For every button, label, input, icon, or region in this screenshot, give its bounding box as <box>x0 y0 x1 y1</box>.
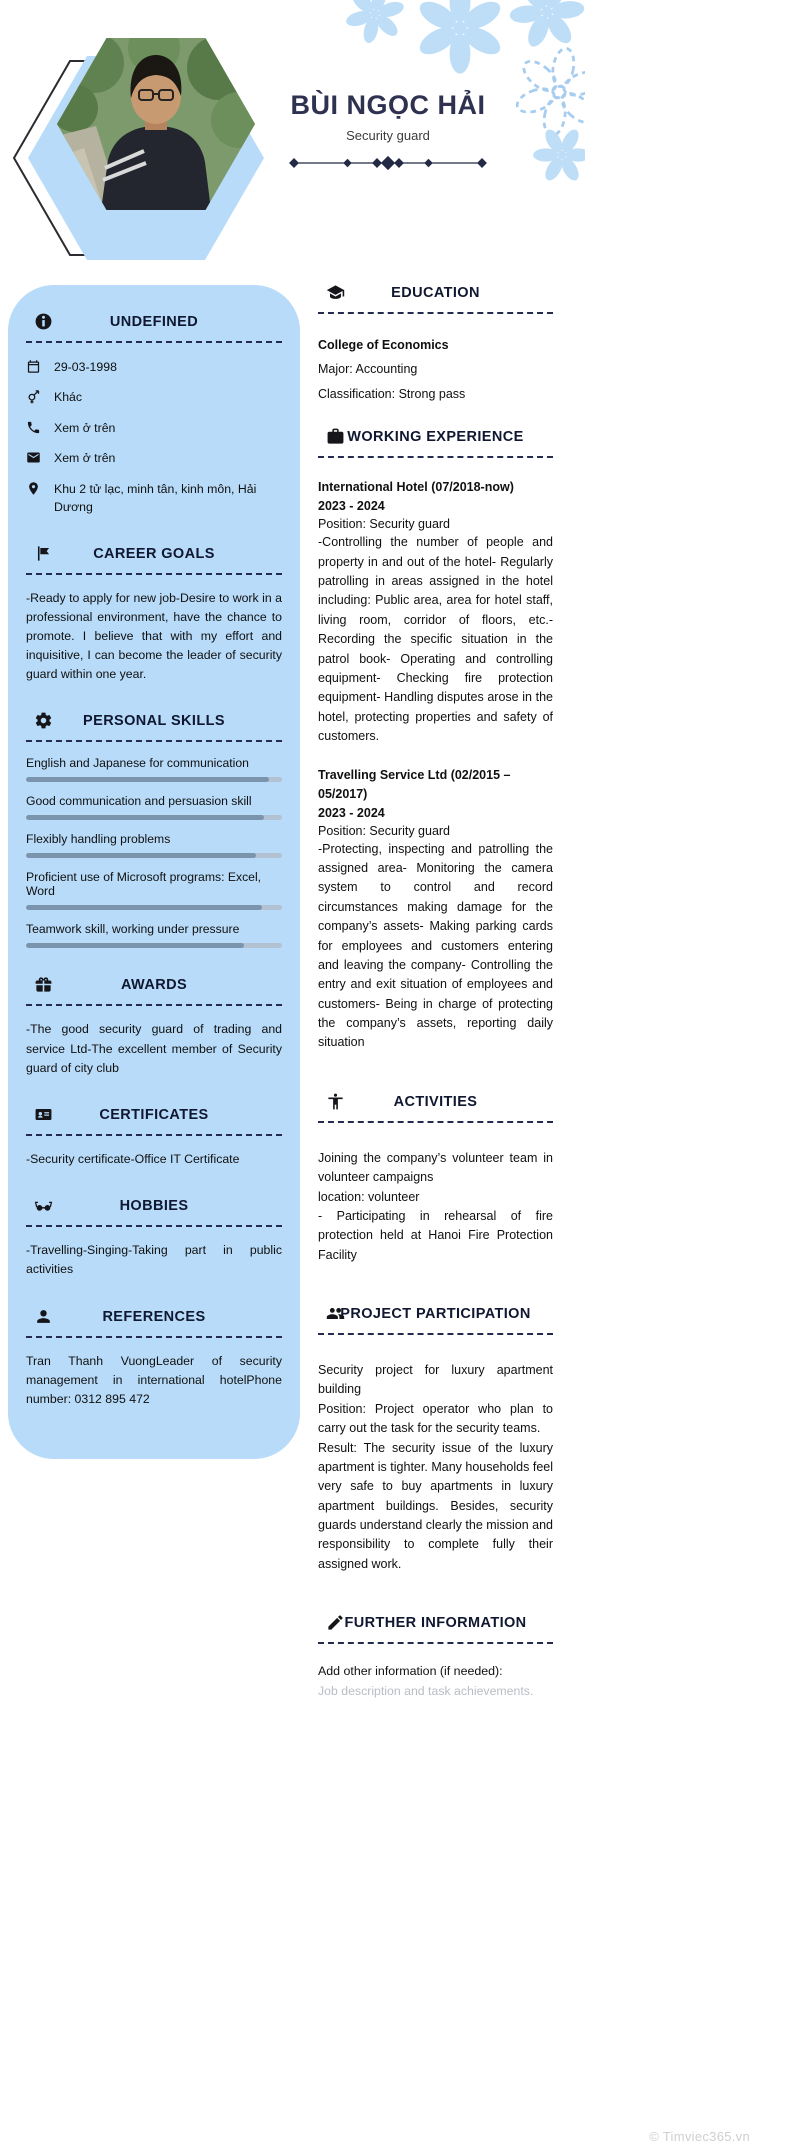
section-heading-hobbies <box>26 1197 282 1227</box>
section-heading-profile <box>26 313 282 343</box>
job-position: Position: Security guard <box>318 823 451 838</box>
person-icon <box>34 1307 53 1326</box>
section-title: PROJECT PARTICIPATION <box>340 1306 531 1322</box>
section-awards <box>26 976 282 1078</box>
job-entry <box>318 766 553 1052</box>
sidebar <box>8 285 300 1459</box>
skill-bar <box>26 777 282 782</box>
info-row-birthday <box>26 358 282 376</box>
skill-bar <box>26 853 282 858</box>
section-heading-references <box>26 1308 282 1338</box>
skill-label: English and Japanese for communication <box>26 756 249 771</box>
section-heading-career-goals <box>26 545 282 575</box>
info-row-address <box>26 480 282 517</box>
section-heading-activities <box>318 1093 553 1123</box>
section-title: REFERENCES <box>102 1308 206 1325</box>
section-title: CAREER GOALS <box>93 545 215 562</box>
skill-item <box>26 832 282 858</box>
education-classification: Classification: Strong pass <box>318 386 466 401</box>
career-goals-text: -Ready to apply for new job-Desire to work in a professional environment, have the chance to promote. I believe that with my effort and inquisitive, I can become the leader of security guard within one year. <box>26 590 282 682</box>
awards-text: -The good security guard of trading and service Ltd-The excellent member of Security guard of city club <box>26 1022 282 1075</box>
job-position: Position: Security guard <box>318 517 451 532</box>
skill-label: Proficient use of Microsoft programs: Excel, Word <box>26 870 262 899</box>
decorative-divider <box>233 155 543 176</box>
section-working-experience <box>318 428 553 1053</box>
section-references <box>26 1308 282 1410</box>
education-school: College of Economics <box>318 338 449 352</box>
further-info-label: Add other information (if needed): <box>318 1664 503 1679</box>
project-line: Position: Project operator who plan to carry out the task for the security teams. <box>318 1401 553 1436</box>
references-text: Tran Thanh VuongLeader of security management in international hotelPhone number: 0312 895 472 <box>26 1353 282 1406</box>
section-hobbies <box>26 1197 282 1279</box>
phone-icon <box>26 420 41 435</box>
skill-bar <box>26 943 282 948</box>
skill-bar <box>26 905 282 910</box>
section-title: HOBBIES <box>119 1198 189 1215</box>
email-icon <box>26 450 41 465</box>
info-text: Xem ở trên <box>54 451 116 466</box>
section-project-participation <box>318 1305 553 1574</box>
job-title: International Hotel (07/2018-now) <box>318 480 514 495</box>
section-title: CERTIFICATES <box>99 1107 209 1123</box>
section-heading-education <box>318 284 553 314</box>
skill-bar-fill <box>26 943 244 948</box>
job-period: 2023 - 2024 <box>318 499 385 514</box>
section-title: EDUCATION <box>391 285 480 301</box>
section-title: ACTIVITIES <box>393 1093 478 1110</box>
section-further-information <box>318 1614 553 1700</box>
job-description: -Controlling the number of people and property in and out of the hotel- Regularly patrolling in areas assigned in the hotel including: Public area, area for hotel staff, living room, corridor of floors, etc.- Recording the specific situation in the patrol book- Operating and controlling equipment- Checking fire protection equipment- Handling disputes arose in the hotel, protecting properties and safety of customers. <box>318 535 553 743</box>
info-row-phone <box>26 419 282 437</box>
certificates-text: -Security certificate-Office IT Certificate <box>26 1152 240 1166</box>
section-title: PERSONAL SKILLS <box>83 713 225 730</box>
skill-bar-fill <box>26 777 269 782</box>
section-heading-awards <box>26 976 282 1006</box>
candidate-name: BÙI NGỌC HẢI <box>290 90 486 120</box>
skill-label: Teamwork skill, working under pressure <box>26 922 240 937</box>
skill-bar-fill <box>26 905 262 910</box>
section-title: FURTHER INFORMATION <box>344 1615 527 1632</box>
section-heading-certificates <box>26 1106 282 1136</box>
candidate-job-title: Security guard <box>346 128 430 143</box>
section-heading-working-experience <box>318 428 553 458</box>
section-title: WORKING EXPERIENCE <box>347 429 524 446</box>
section-heading-project-participation <box>318 1305 553 1335</box>
section-certificates <box>26 1106 282 1169</box>
hobbies-text: -Travelling-Singing-Taking part in public activities <box>26 1243 282 1277</box>
activities-line: - Participating in rehearsal of fire protection held at Hanoi Fire Protection Facility <box>318 1208 553 1262</box>
section-activities <box>318 1093 553 1265</box>
info-row-email <box>26 449 282 467</box>
skill-item <box>26 922 282 948</box>
gender-icon <box>26 389 41 404</box>
gears-icon <box>34 711 53 730</box>
skill-bar <box>26 815 282 820</box>
info-text: Khu 2 tử lạc, minh tân, kinh môn, Hải Dương <box>54 481 257 515</box>
id-card-icon <box>34 1105 53 1124</box>
pen-icon <box>326 1613 345 1632</box>
section-title: AWARDS <box>120 977 188 994</box>
job-title: Travelling Service Ltd (02/2015 – 05/2017) <box>318 768 511 801</box>
skill-item <box>26 756 282 782</box>
project-line: Result: The security issue of the luxury apartment is tighter. Many households feel very safe to buy apartments in luxury apartment buildings. Besides, security guards understand clearly the mission and responsibility to complete fully their assigned work. <box>318 1440 553 1571</box>
skill-label: Good communication and persuasion skill <box>26 794 252 809</box>
job-description: -Protecting, inspecting and patrolling the assigned area- Monitoring the camera system to control and record circumstances making damage for the company’s assets- Making parking cards for employees and customers entering and leaving the company- Controlling the entry and exit situation of employees and customers- Being in charge of protecting the company’s assets, reporting daily situation <box>318 841 553 1050</box>
info-icon <box>34 312 53 331</box>
activities-line: location: volunteer <box>318 1189 420 1204</box>
skill-label: Flexibly handling problems <box>26 832 171 847</box>
section-title: UNDEFINED <box>109 314 199 330</box>
info-text: Khác <box>54 390 83 405</box>
glasses-icon <box>34 1196 53 1215</box>
section-personal-skills <box>26 712 282 948</box>
info-row-gender <box>26 388 282 406</box>
education-major: Major: Accounting <box>318 362 418 377</box>
skill-item <box>26 870 282 910</box>
section-profile <box>26 313 282 517</box>
skill-bar-fill <box>26 853 256 858</box>
skill-item <box>26 794 282 820</box>
graduation-cap-icon <box>326 283 345 302</box>
site-watermark: © Timviec365.vn <box>649 2129 750 2144</box>
job-period: 2023 - 2024 <box>318 805 385 820</box>
skill-bar-fill <box>26 815 264 820</box>
job-entry <box>318 478 553 746</box>
standing-person-icon <box>326 1092 345 1111</box>
info-text: 29-03-1998 <box>54 360 117 374</box>
location-icon <box>26 481 41 496</box>
calendar-icon <box>26 359 41 374</box>
activities-line: Joining the company’s volunteer team in volunteer campaigns <box>318 1150 553 1185</box>
project-line: Security project for luxury apartment building <box>318 1363 553 1397</box>
cv-header <box>0 0 585 278</box>
further-info-input[interactable] <box>318 1684 553 1698</box>
section-heading-further-information <box>318 1614 553 1644</box>
main-column <box>305 278 563 1700</box>
gift-icon <box>34 975 53 994</box>
section-education <box>318 284 553 404</box>
flag-icon <box>34 544 53 563</box>
section-heading-personal-skills <box>26 712 282 742</box>
section-career-goals <box>26 545 282 685</box>
info-text: Xem ở trên <box>54 420 116 435</box>
people-group-icon <box>326 1304 345 1323</box>
briefcase-icon <box>326 427 345 446</box>
